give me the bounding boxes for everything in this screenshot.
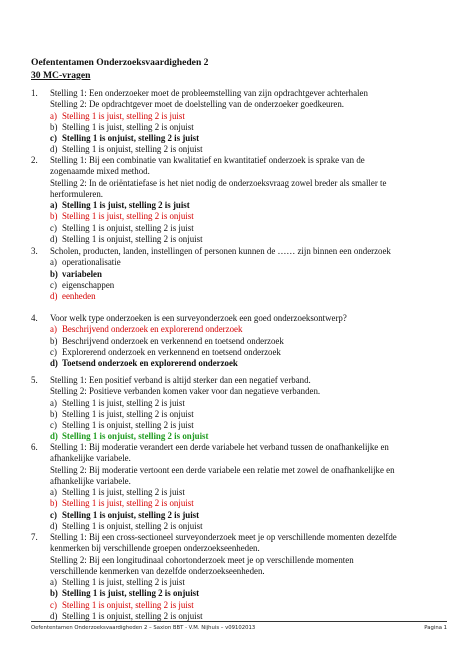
answer-option	[50, 398, 451, 409]
page-number: Pagina 1	[424, 625, 447, 631]
answer-option	[50, 498, 451, 509]
answer-option	[50, 487, 451, 498]
option-text: Stelling 1 is juist, stelling 2 is onjuist	[62, 588, 200, 599]
option-text: eigenschappen	[62, 279, 115, 290]
option-letter: d)	[50, 521, 58, 532]
option-letter: c)	[50, 346, 57, 357]
question-text-line: kenmerken bij verschillende groepen onderzoekseenheden.	[50, 543, 260, 554]
answer-option	[50, 600, 451, 611]
option-letter: c)	[50, 420, 57, 431]
answer-option	[50, 588, 451, 599]
question-text-line: Stelling 1: Bij een combinatie van kwalitatief en kwantitatief onderzoek is sprake van de	[50, 155, 365, 165]
option-text: operationalisatie	[62, 257, 121, 268]
option-text: eenheden	[62, 291, 96, 302]
question-text-line: Scholen, producten, landen, instellingen of personen kunnen de …… zijn binnen een onderzoek	[50, 246, 391, 256]
answer-option	[50, 420, 451, 431]
option-letter: b)	[50, 498, 58, 509]
question-number: 5.	[31, 375, 38, 385]
option-letter: d)	[50, 234, 58, 245]
answer-option	[50, 223, 451, 234]
option-text: Stelling 1 is onjuist, stelling 2 is juist	[62, 222, 194, 233]
question-body	[50, 88, 451, 156]
question-4	[31, 313, 451, 369]
question-number: 1.	[31, 88, 38, 98]
option-text: Stelling 1 is juist, stelling 2 is juist	[62, 577, 185, 588]
option-text: Stelling 1 is juist, stelling 2 is onjuist	[62, 211, 194, 222]
option-letter: b)	[50, 335, 58, 346]
answer-option	[50, 234, 451, 245]
option-letter: b)	[50, 588, 58, 599]
option-letter: b)	[50, 121, 58, 132]
option-letter: a)	[50, 487, 57, 498]
answer-option	[50, 291, 451, 302]
answer-option	[50, 358, 451, 369]
question-text-line: Voor welk type onderzoeken is een surveyonderzoek een goed onderzoeksontwerp?	[50, 313, 347, 323]
question-text-line: Stelling 1: Een onderzoeker moet de probleemstelling van zijn opdrachtgever achterhalen	[50, 88, 368, 98]
document-title: Oefententamen Onderzoeksvaardigheden 2	[31, 57, 209, 68]
option-text: Stelling 1 is onjuist, stelling 2 is onjuist	[62, 234, 203, 245]
question-2	[31, 155, 451, 245]
option-letter: d)	[50, 431, 58, 442]
option-text: Stelling 1 is onjuist, stelling 2 is juist	[62, 420, 194, 431]
question-text-line: herformuleren.	[50, 188, 103, 199]
question-text-line: Stelling 1: Bij een cross-sectioneel surveyonderzoek meet je op verschillende momenten dezelfde	[50, 532, 397, 542]
option-letter: d)	[50, 611, 58, 622]
question-text-line: verschillende kenmerken van dezelfde onderzoekseenheden.	[50, 565, 265, 576]
option-text: Stelling 1 is juist, stelling 2 is juist	[62, 397, 185, 408]
question-6	[31, 442, 451, 532]
question-text-line: Stelling 2: Bij een longitudinaal cohortonderzoek meet je op verschillende momenten	[50, 554, 354, 565]
option-text: Stelling 1 is onjuist, stelling 2 is juist	[62, 599, 194, 610]
question-text-line: Stelling 1: Bij moderatie verandert een derde variabele het verband tussen de onafhankelijke en	[50, 442, 389, 452]
answer-option	[50, 577, 451, 588]
option-text: Stelling 1 is onjuist, stelling 2 is juist	[62, 133, 200, 144]
option-letter: d)	[50, 358, 58, 369]
option-letter: c)	[50, 599, 57, 610]
option-letter: a)	[50, 110, 57, 121]
option-letter: a)	[50, 397, 57, 408]
question-text-line: Stelling 2: De opdrachtgever moet de doelstelling van de onderzoeker goedkeuren.	[50, 99, 345, 110]
option-text: Stelling 1 is juist, stelling 2 is onjuist	[62, 498, 194, 509]
option-text: Stelling 1 is juist, stelling 2 is juist	[62, 110, 185, 121]
option-text: Beschrijvend onderzoek en verkennend en toetsend onderzoek	[62, 335, 284, 346]
option-text: Stelling 1 is onjuist, stelling 2 is onjuist	[62, 521, 203, 532]
option-letter: c)	[50, 133, 57, 144]
option-letter: a)	[50, 257, 57, 268]
page-footer	[31, 621, 447, 631]
answer-option	[50, 122, 451, 133]
answer-option	[50, 211, 451, 222]
document-subtitle: 30 MC-vragen	[31, 69, 91, 81]
question-number: 6.	[31, 442, 38, 452]
option-letter: a)	[50, 200, 58, 211]
question-3	[31, 246, 451, 302]
question-number: 2.	[31, 155, 38, 165]
option-letter: d)	[50, 291, 58, 302]
question-body	[50, 375, 451, 443]
answer-option	[50, 257, 451, 268]
answer-option	[50, 269, 451, 280]
answer-option	[50, 521, 451, 532]
answer-option	[50, 133, 451, 144]
question-5	[31, 375, 451, 443]
answer-option	[50, 336, 451, 347]
option-letter: c)	[50, 279, 57, 290]
answer-option	[50, 280, 451, 291]
question-body	[50, 442, 451, 532]
option-letter: a)	[50, 324, 57, 335]
option-text: Explorerend onderzoek en verkennend en toetsend onderzoek	[62, 346, 281, 357]
option-letter: d)	[50, 144, 58, 155]
option-text: Beschrijvend onderzoek en explorerend onderzoek	[62, 324, 243, 335]
option-letter: b)	[50, 408, 58, 419]
question-7	[31, 532, 451, 622]
answer-option	[50, 409, 451, 420]
question-text-line: Stelling 2: In de oriëntatiefase is het niet nodig de onderzoeksvraag zowel breder als smaller te	[50, 177, 387, 188]
question-text-line: afhankelijke variabele.	[50, 475, 131, 486]
option-text: Stelling 1 is onjuist, stelling 2 is onjuist	[62, 611, 203, 622]
option-letter: c)	[50, 222, 57, 233]
option-text: Stelling 1 is onjuist, stelling 2 is onjuist	[62, 144, 203, 155]
option-letter: b)	[50, 268, 58, 279]
question-body	[50, 246, 451, 302]
option-text: Stelling 1 is onjuist, stelling 2 is onjuist	[62, 431, 209, 442]
answer-option	[50, 200, 451, 211]
question-text-line: Stelling 2: Bij moderatie vertoont een derde variabele een relatie met zowel de onafhankelijke en	[50, 464, 395, 475]
question-number: 7.	[31, 532, 38, 542]
question-body	[50, 155, 451, 245]
question-number: 3.	[31, 246, 38, 256]
footer-text: Oefententamen Onderzoeksvaardigheden 2 – Saxion BBT - V.M. Nijhuis – v09102013	[31, 625, 256, 631]
answer-option	[50, 324, 451, 335]
option-text: Stelling 1 is juist, stelling 2 is juist	[62, 200, 190, 211]
answer-option	[50, 510, 451, 521]
question-body	[50, 313, 451, 369]
question-text-line: afhankelijke variabele.	[50, 453, 131, 464]
option-text: variabelen	[62, 268, 102, 279]
option-text: Stelling 1 is juist, stelling 2 is onjuist	[62, 408, 194, 419]
title-block	[31, 57, 208, 82]
option-letter: a)	[50, 577, 57, 588]
question-text-line: Stelling 1: Een positief verband is altijd sterker dan een negatief verband.	[50, 375, 311, 385]
option-letter: b)	[50, 211, 58, 222]
question-text-line: Stelling 2: Positieve verbanden komen vaker voor dan negatieve verbanden.	[50, 386, 321, 397]
question-body	[50, 532, 451, 622]
option-text: Stelling 1 is juist, stelling 2 is onjuist	[62, 121, 194, 132]
answer-option	[50, 111, 451, 122]
question-1	[31, 88, 451, 156]
option-text: Stelling 1 is juist, stelling 2 is juist	[62, 487, 185, 498]
option-text: Toetsend onderzoek en explorerend onderzoek	[62, 358, 238, 369]
answer-option	[50, 347, 451, 358]
question-text-line: zogenaamde mixed method.	[50, 166, 150, 177]
question-number: 4.	[31, 313, 38, 323]
option-text: Stelling 1 is onjuist, stelling 2 is juist	[62, 509, 200, 520]
option-letter: c)	[50, 509, 57, 520]
